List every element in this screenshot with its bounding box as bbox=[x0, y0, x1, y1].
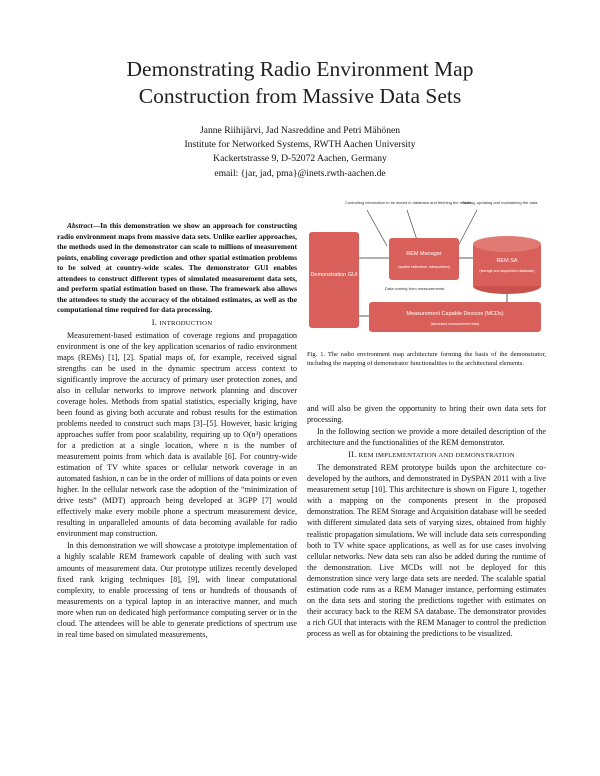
note-storing bbox=[462, 200, 538, 205]
section-heading-implementation bbox=[307, 449, 546, 461]
figure-architecture bbox=[307, 198, 545, 338]
note-data bbox=[385, 286, 445, 291]
note-data-text: Data coming from measurements. bbox=[385, 286, 446, 291]
box-manager-label: REM Manager bbox=[406, 251, 442, 257]
left-column bbox=[57, 221, 297, 640]
right-paragraph-3: The demonstrated REM prototype builds upon the architecture co-developed by the authors, and demonstrated in DySPAN 2011 with a live measurement setup [10]. This architecture is shown on Figure 1, together with a mapping on the components present in the proposed demonstration. The REM Storage and Acquisition database will be seeded with different simulated data sets of varying sizes, obtained from highly realistic propagation simulations. We will include data sets corresponding both to TV white space applications, as well as for use cases involving cellular networks. New data sets can also be added during the runtime of the demonstration. Live MCDs will not be deployed for this demonstration since very large data sets are needed. The scalable spatial estimation code runs as a REM Manager instance, performing estimates on the data sets and storing the predictions together with estimates on their accuracy back to the REM SA database. The demonstrator provides a rich GUI that interacts with the REM Manager to control the prediction process as well as for obtaining the predictions to be visualized. bbox=[307, 463, 546, 638]
abstract-label: Abstract bbox=[67, 221, 93, 230]
address: Kackertstrasse 9, D-52072 Aachen, Germany bbox=[213, 153, 387, 165]
box-rem-manager bbox=[389, 238, 459, 280]
section-number: II. bbox=[348, 450, 357, 460]
box-mcd-sub: (simulated measurement data) bbox=[430, 322, 480, 326]
cylinder-top bbox=[473, 236, 541, 252]
box-sa-label: REM SA bbox=[496, 258, 518, 264]
right-column bbox=[307, 403, 546, 639]
author-block bbox=[60, 124, 540, 181]
box-demonstration-gui bbox=[309, 232, 359, 328]
box-sa-sub: (storage and acquisition database) bbox=[479, 269, 535, 273]
email: email: {jar, jad, pma}@inets.rwth-aachen.de bbox=[214, 167, 386, 179]
connector-line bbox=[407, 210, 417, 240]
architecture-diagram bbox=[307, 198, 545, 338]
authors: Janne Riihijärvi, Jad Nasreddine and Petri Mähönen bbox=[199, 125, 401, 136]
box-manager-sub: (spatial estimation, interpolation) bbox=[398, 265, 450, 269]
note-storing-text: Storing, updating and maintaining the data. bbox=[462, 200, 539, 205]
connector-line bbox=[367, 210, 387, 246]
institute: Institute for Networked Systems, RWTH Aachen University bbox=[184, 139, 416, 151]
paper-title bbox=[40, 56, 560, 110]
abstract bbox=[57, 221, 297, 316]
note-control bbox=[345, 200, 473, 205]
section-title: INTRODUCTION bbox=[159, 319, 213, 327]
right-paragraph-2: In the following section we provide a more detailed description of the architecture and the functionalities of the REM demonstrator. bbox=[307, 427, 546, 448]
box-gui-label bbox=[310, 272, 358, 278]
note-control-text: Controlling information to be stored in database and fetching the results. bbox=[345, 200, 473, 205]
right-paragraph-1: and will also be given the opportunity to bring their own data sets for processing. bbox=[307, 404, 546, 425]
box-mcd-label: Measurement Capable Devices (MCDs) bbox=[406, 311, 504, 317]
box-gui-label-text: Demonstration GUI bbox=[310, 272, 358, 278]
abstract-text: —In this demonstration we show an approach for constructing radio environment maps from massive data sets. Unlike earlier approaches, the methods used in the demonstrator can scale to millions of measurement points, enabling coverage prediction and other spatial estimation problems to be solved at country-wide scales. The demonstrator GUI enables attendees to construct different types of simulated measurement data sets, and perform spatial estimation based on those. The framework also allows the attendees to study the accuracy of the obtained estimates, as well as the computational time required for data processing. bbox=[57, 221, 297, 314]
intro-paragraph-2: In this demonstration we will showcase a prototype implementation of a highly scalable REM framework capable of dealing with such vast amounts of measurement data. Our prototype utilizes recently developed fixed rank kriging techniques [8], [9], with linear computational complexity, to enable processing of tens or hundreds of thousands of measurements on a typical laptop in an interactive manner, and much more when run on dedicated high performance computing server or in the cloud. The attendees will be able to generate predictions of spectrum use in real time based on simulated measurements, bbox=[57, 541, 297, 639]
title-line-1: Demonstrating Radio Environment Map bbox=[126, 57, 474, 81]
section-title: REM IMPLEMENTATION AND DEMONSTRATION bbox=[358, 452, 515, 460]
box-mcds bbox=[369, 302, 541, 332]
figure-caption: Fig. 1. The radio environment map architecture forming the basis of the demonstrator, including the mapping of demonstrator functionalities to the architectural elements. bbox=[307, 351, 546, 367]
section-heading-introduction bbox=[57, 317, 297, 329]
title-line-2: Construction from Massive Data Sets bbox=[138, 84, 462, 108]
intro-paragraph-1: Measurement-based estimation of coverage regions and propagation environment is one of the key application scenarios of radio environment maps (REMs) [1], [2]. Spatial maps of, for example, received signal strengths can be used in the dynamic spectrum access context to significantly improve the accuracy of primary user protection zones, and also in cellular networks to improve network planning and discover coverage holes. Methods from spatial statistics, especially kriging, have been found as giving both accurate and robust results for the estimation problems needed to construct such maps [3]–[5]. However, basic kriging approaches suffer from poor scalability, requiring up to O(n³) operations for a prediction at a single location, where n is the number of measurement points from which data is available [6]. For country-wide estimation of TV white spaces or cellular network coverage in an automated fashion, n can be in the order of millions of data points or even higher. In the cellular network case the adoption of the “minimization of drive tests” (MDT) approach being developed at 3GPP [7] would effectively make every mobile phone a spectrum measurement device, resulting in unparalleled amounts of data becoming available for radio environment map construction. bbox=[57, 330, 297, 539]
section-number: I. bbox=[151, 317, 158, 327]
